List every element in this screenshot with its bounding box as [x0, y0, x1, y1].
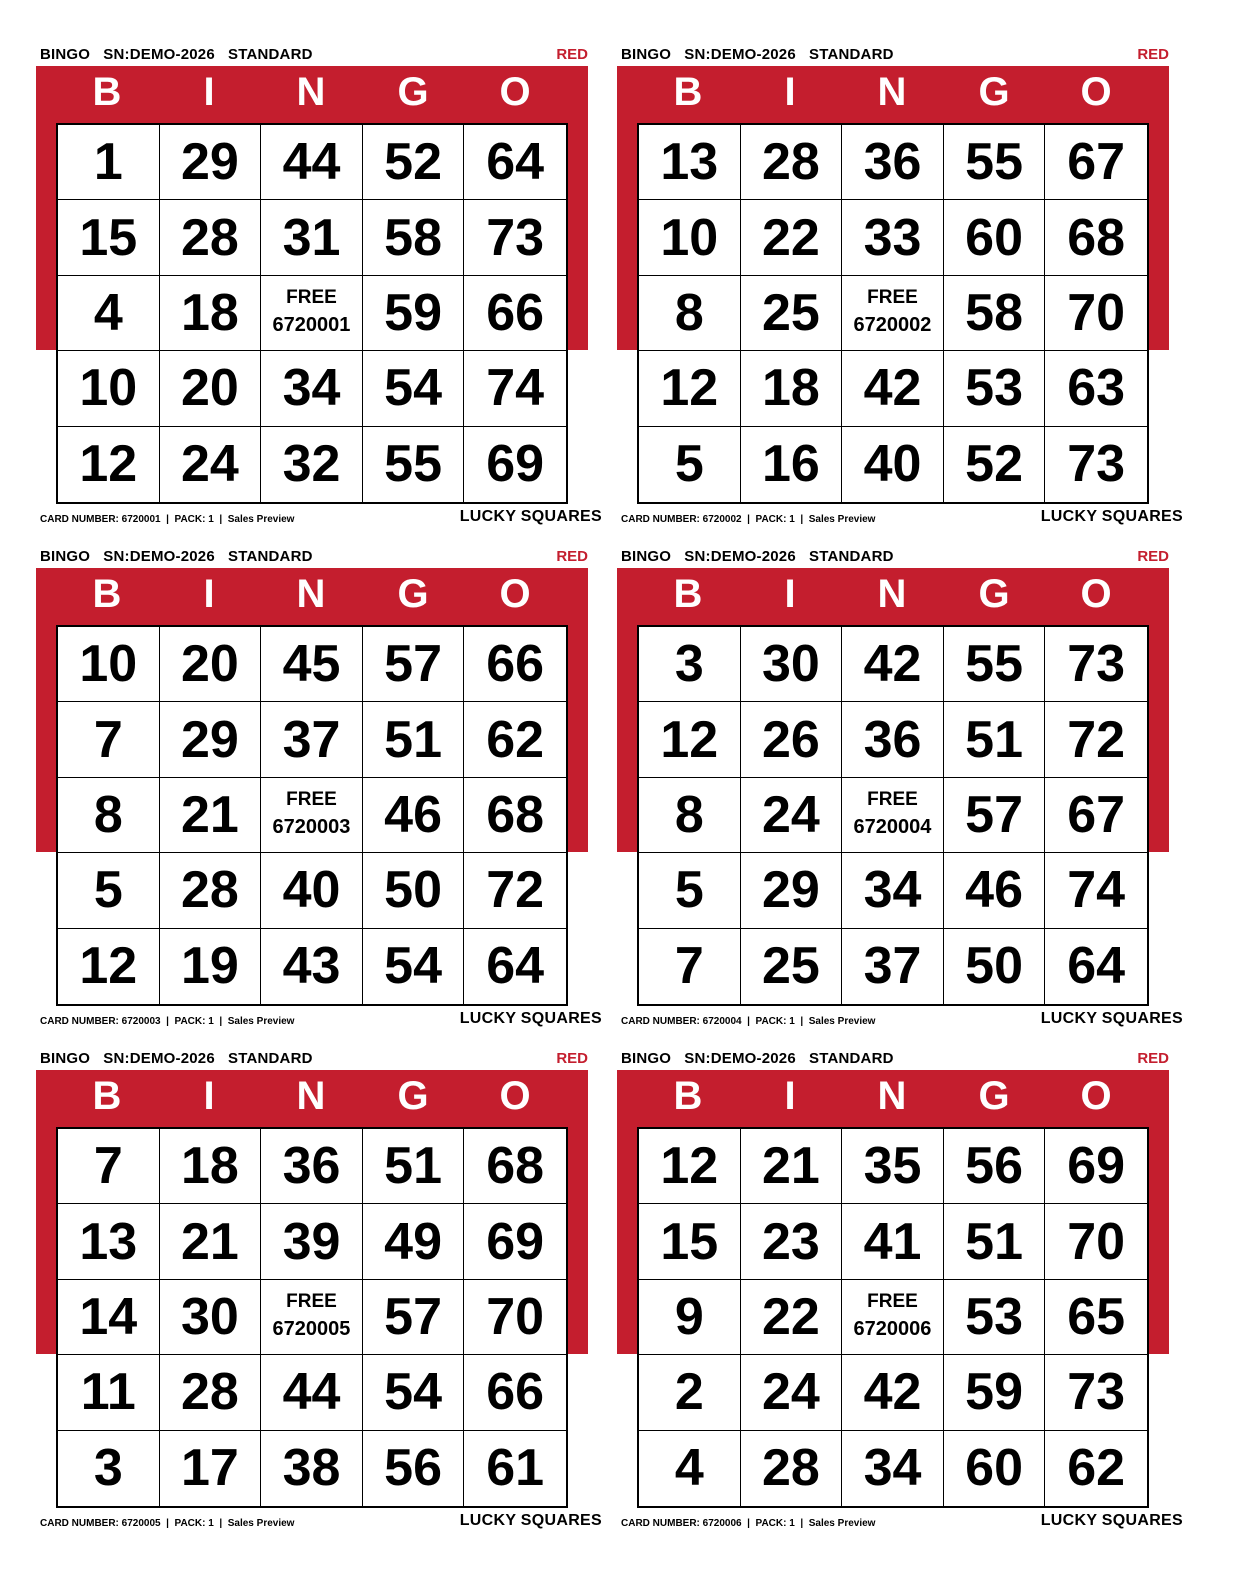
bingo-number-cell: 29	[160, 702, 262, 777]
bingo-number-cell: 26	[741, 702, 843, 777]
bingo-number-cell: 54	[363, 929, 465, 1004]
pack-label: PACK:	[174, 514, 206, 525]
bingo-number-cell: 25	[741, 276, 843, 351]
bingo-number-cell: 25	[741, 929, 843, 1004]
pack-value: 1	[208, 1016, 214, 1027]
column-letter: N	[296, 1074, 326, 1118]
column-letter: B	[673, 572, 703, 616]
preview-mode: Sales Preview	[808, 1016, 876, 1027]
bingo-number-cell: 39	[261, 1204, 363, 1279]
card-header-info	[621, 548, 894, 565]
bingo-number-cell: 59	[944, 1355, 1046, 1430]
serial-number: SN:DEMO-2026	[103, 46, 215, 63]
card-number-value: 6720006	[702, 1518, 742, 1529]
bingo-number-cell: 8	[58, 778, 160, 853]
game-name: BINGO	[621, 1050, 672, 1067]
column-letter: N	[296, 572, 326, 616]
bingo-number-cell: 56	[944, 1129, 1046, 1204]
bingo-number-cell: 57	[363, 627, 465, 702]
bingo-number-cell: 30	[741, 627, 843, 702]
bingo-number-cell: 61	[486, 1439, 545, 1498]
free-space	[842, 276, 944, 351]
bingo-number-cell: 37	[261, 702, 363, 777]
bingo-number-cell: 74	[1045, 853, 1147, 928]
bingo-number-cell: 30	[160, 1280, 262, 1355]
card-number-label: CARD NUMBER:	[40, 514, 119, 525]
bingo-number-cell: 12	[639, 351, 741, 426]
game-type: STANDARD	[809, 1050, 894, 1067]
bingo-card	[617, 538, 1207, 1038]
card-header	[40, 44, 588, 64]
column-letter: B	[92, 572, 122, 616]
card-number-label: CARD NUMBER:	[40, 1518, 119, 1529]
free-label: FREE	[867, 286, 918, 308]
column-letter: N	[296, 70, 326, 114]
bingo-number-cell: 14	[58, 1280, 160, 1355]
column-letter: O	[1080, 572, 1112, 616]
card-header	[40, 1048, 588, 1068]
preview-mode: Sales Preview	[227, 1016, 295, 1027]
card-header	[40, 546, 588, 566]
brand-name: LUCKY SQUARES	[1040, 1512, 1183, 1529]
card-footer	[40, 1512, 602, 1532]
bingo-number-cell: 4	[58, 276, 160, 351]
bingo-number-cell: 21	[160, 778, 262, 853]
card-header	[621, 1048, 1169, 1068]
bingo-number-cell: 29	[160, 125, 262, 200]
bingo-number-cell: 7	[58, 1129, 160, 1204]
column-letter: N	[877, 572, 907, 616]
bingo-number-cell: 8	[639, 276, 741, 351]
bingo-number-cell: 44	[261, 1355, 363, 1430]
card-footer	[621, 508, 1183, 528]
bingo-number-cell: 10	[639, 200, 741, 275]
bingo-number-cell: 34	[842, 853, 944, 928]
card-number-value: 6720001	[121, 514, 161, 525]
free-card-number: 6720005	[272, 1317, 351, 1340]
game-name: BINGO	[621, 548, 672, 565]
bingo-number-cell: 45	[261, 627, 363, 702]
bingo-grid	[637, 123, 1149, 504]
bingo-number-cell: 3	[639, 627, 741, 702]
column-letter: G	[978, 1074, 1010, 1118]
bingo-number-cell: 60	[944, 200, 1046, 275]
free-space	[261, 1280, 363, 1355]
pack-value: 1	[208, 514, 214, 525]
bingo-number-cell: 73	[1045, 1355, 1147, 1430]
card-number-label: CARD NUMBER:	[621, 1518, 700, 1529]
bingo-number-cell: 57	[944, 778, 1046, 853]
free-card-number: 6720001	[272, 313, 351, 336]
pack-value: 1	[789, 1518, 795, 1529]
bingo-number-cell: 36	[261, 1129, 363, 1204]
card-info-line: CARD NUMBER: 6720001 | PACK: 1 | Sales Preview	[40, 514, 295, 525]
bingo-number-cell: 52	[363, 125, 465, 200]
card-color-label: RED	[556, 548, 588, 565]
column-letter: B	[92, 1074, 122, 1118]
bingo-number-cell: 29	[741, 853, 843, 928]
free-space	[842, 778, 944, 853]
free-label: FREE	[867, 788, 918, 810]
column-letter: B	[673, 1074, 703, 1118]
column-letter: G	[397, 572, 429, 616]
column-letter: G	[397, 1074, 429, 1118]
bingo-number-cell: 28	[160, 1355, 262, 1430]
free-card-number: 6720004	[853, 815, 932, 838]
bingo-number-cell: 34	[842, 1431, 944, 1506]
bingo-number-cell: 54	[363, 351, 465, 426]
brand-name: LUCKY SQUARES	[459, 1010, 602, 1027]
pack-label: PACK:	[755, 514, 787, 525]
card-footer	[40, 508, 602, 528]
column-letter: O	[1080, 70, 1112, 114]
bingo-number-cell: 66	[464, 627, 566, 702]
game-type: STANDARD	[228, 46, 313, 63]
bingo-grid	[637, 625, 1149, 1006]
card-number-label: CARD NUMBER:	[40, 1016, 119, 1027]
bingo-number-cell: 73	[1067, 435, 1126, 494]
bingo-number-cell: 42	[842, 351, 944, 426]
brand-name: LUCKY SQUARES	[459, 1512, 602, 1529]
bingo-number-cell: 62	[464, 702, 566, 777]
bingo-number-cell: 5	[639, 853, 741, 928]
serial-number: SN:DEMO-2026	[684, 548, 796, 565]
bingo-number-cell: 28	[741, 125, 843, 200]
serial-number: SN:DEMO-2026	[684, 1050, 796, 1067]
card-info-line: CARD NUMBER: 6720006 | PACK: 1 | Sales Preview	[621, 1518, 876, 1529]
bingo-number-cell: 20	[160, 627, 262, 702]
card-info-line: CARD NUMBER: 6720004 | PACK: 1 | Sales Preview	[621, 1016, 876, 1027]
bingo-number-cell: 40	[261, 853, 363, 928]
bingo-number-cell: 13	[639, 125, 741, 200]
preview-mode: Sales Preview	[227, 514, 295, 525]
game-type: STANDARD	[228, 548, 313, 565]
bingo-number-cell: 16	[741, 427, 843, 502]
bingo-number-cell: 52	[944, 427, 1046, 502]
game-type: STANDARD	[809, 46, 894, 63]
bingo-number-cell: 38	[261, 1431, 363, 1506]
pack-value: 1	[208, 1518, 214, 1529]
brand-name: LUCKY SQUARES	[1040, 508, 1183, 525]
bingo-number-cell: 5	[58, 853, 160, 928]
bingo-number-cell: 4	[639, 1431, 741, 1506]
bingo-number-cell: 53	[944, 1280, 1046, 1355]
serial-number: SN:DEMO-2026	[684, 46, 796, 63]
bingo-letters-row	[56, 1070, 568, 1126]
bingo-number-cell: 69	[486, 435, 545, 494]
free-label: FREE	[286, 286, 337, 308]
bingo-number-cell: 57	[363, 1280, 465, 1355]
bingo-number-cell: 24	[160, 427, 262, 502]
pack-label: PACK:	[174, 1518, 206, 1529]
card-number-value: 6720002	[702, 514, 742, 525]
bingo-number-cell: 34	[261, 351, 363, 426]
bingo-number-cell: 24	[741, 1355, 843, 1430]
card-number-value: 6720003	[121, 1016, 161, 1027]
bingo-number-cell: 60	[944, 1431, 1046, 1506]
pack-value: 1	[789, 514, 795, 525]
card-footer	[621, 1512, 1183, 1532]
bingo-number-cell: 46	[944, 853, 1046, 928]
card-number-label: CARD NUMBER:	[621, 1016, 700, 1027]
bingo-number-cell: 68	[464, 778, 566, 853]
column-letter: B	[673, 70, 703, 114]
card-number-value: 6720005	[121, 1518, 161, 1529]
card-color-label: RED	[1137, 46, 1169, 63]
bingo-number-cell: 63	[1045, 351, 1147, 426]
column-letter: I	[784, 1074, 796, 1118]
bingo-number-cell: 17	[160, 1431, 262, 1506]
card-color-label: RED	[556, 46, 588, 63]
bingo-letters-row	[56, 568, 568, 624]
free-space	[261, 778, 363, 853]
column-letter: O	[499, 1074, 531, 1118]
free-space	[261, 276, 363, 351]
bingo-number-cell: 66	[464, 276, 566, 351]
bingo-number-cell: 73	[1045, 627, 1147, 702]
bingo-number-cell: 64	[464, 125, 566, 200]
free-label: FREE	[867, 1290, 918, 1312]
bingo-card	[617, 36, 1207, 536]
preview-mode: Sales Preview	[227, 1518, 295, 1529]
bingo-grid	[56, 123, 568, 504]
bingo-letters-row	[56, 66, 568, 122]
column-letter: I	[784, 70, 796, 114]
bingo-number-cell: 62	[1067, 1439, 1126, 1498]
bingo-number-cell: 44	[261, 125, 363, 200]
free-card-number: 6720002	[853, 313, 932, 336]
column-letter: N	[877, 1074, 907, 1118]
bingo-number-cell: 54	[363, 1355, 465, 1430]
bingo-number-cell: 7	[58, 702, 160, 777]
bingo-letters-row	[637, 568, 1149, 624]
bingo-number-cell: 15	[639, 1204, 741, 1279]
card-header	[621, 546, 1169, 566]
brand-name: LUCKY SQUARES	[459, 508, 602, 525]
column-letter: I	[203, 572, 215, 616]
bingo-number-cell: 12	[58, 427, 160, 502]
bingo-number-cell: 64	[486, 937, 545, 996]
bingo-number-cell: 50	[944, 929, 1046, 1004]
bingo-number-cell: 53	[944, 351, 1046, 426]
bingo-number-cell: 51	[944, 1204, 1046, 1279]
card-info-line: CARD NUMBER: 6720003 | PACK: 1 | Sales Preview	[40, 1016, 295, 1027]
bingo-card	[617, 1040, 1207, 1540]
bingo-number-cell: 7	[639, 929, 741, 1004]
bingo-number-cell: 72	[464, 853, 566, 928]
pack-label: PACK:	[755, 1016, 787, 1027]
bingo-number-cell: 50	[363, 853, 465, 928]
card-header-info	[40, 548, 313, 565]
bingo-number-cell: 32	[261, 427, 363, 502]
bingo-number-cell: 70	[1045, 276, 1147, 351]
game-name: BINGO	[621, 46, 672, 63]
free-label: FREE	[286, 1290, 337, 1312]
bingo-number-cell: 49	[363, 1204, 465, 1279]
column-letter: O	[499, 70, 531, 114]
serial-number: SN:DEMO-2026	[103, 548, 215, 565]
bingo-number-cell: 69	[1045, 1129, 1147, 1204]
bingo-number-cell: 70	[1045, 1204, 1147, 1279]
bingo-number-cell: 55	[363, 427, 465, 502]
card-header-info	[621, 1050, 894, 1067]
column-letter: I	[203, 1074, 215, 1118]
bingo-number-cell: 22	[741, 1280, 843, 1355]
game-name: BINGO	[40, 1050, 91, 1067]
bingo-number-cell: 33	[842, 200, 944, 275]
bingo-number-cell: 20	[160, 351, 262, 426]
bingo-letters-row	[637, 66, 1149, 122]
bingo-number-cell: 13	[58, 1204, 160, 1279]
bingo-number-cell: 10	[58, 351, 160, 426]
bingo-grid	[56, 1127, 568, 1508]
bingo-number-cell: 42	[842, 1355, 944, 1430]
column-letter: I	[784, 572, 796, 616]
bingo-number-cell: 15	[58, 200, 160, 275]
bingo-number-cell: 3	[58, 1431, 160, 1506]
preview-mode: Sales Preview	[808, 1518, 876, 1529]
bingo-number-cell: 67	[1045, 778, 1147, 853]
bingo-number-cell: 37	[842, 929, 944, 1004]
bingo-number-cell: 31	[261, 200, 363, 275]
bingo-number-cell: 28	[741, 1431, 843, 1506]
card-header-info	[40, 1050, 313, 1067]
card-header-info	[621, 46, 894, 63]
free-label: FREE	[286, 788, 337, 810]
bingo-number-cell: 18	[741, 351, 843, 426]
column-letter: O	[499, 572, 531, 616]
bingo-number-cell: 23	[741, 1204, 843, 1279]
bingo-number-cell: 10	[58, 627, 160, 702]
column-letter: G	[978, 572, 1010, 616]
bingo-number-cell: 19	[160, 929, 262, 1004]
bingo-number-cell: 51	[363, 702, 465, 777]
bingo-number-cell: 51	[944, 702, 1046, 777]
bingo-number-cell: 12	[639, 702, 741, 777]
bingo-number-cell: 41	[842, 1204, 944, 1279]
game-type: STANDARD	[809, 548, 894, 565]
bingo-number-cell: 56	[363, 1431, 465, 1506]
card-number-value: 6720004	[702, 1016, 742, 1027]
bingo-number-cell: 11	[58, 1355, 160, 1430]
bingo-number-cell: 12	[58, 929, 160, 1004]
bingo-card	[36, 538, 626, 1038]
bingo-number-cell: 68	[464, 1129, 566, 1204]
serial-number: SN:DEMO-2026	[103, 1050, 215, 1067]
column-letter: N	[877, 70, 907, 114]
preview-mode: Sales Preview	[808, 514, 876, 525]
card-color-label: RED	[1137, 548, 1169, 565]
card-footer	[40, 1010, 602, 1030]
card-info-line: CARD NUMBER: 6720002 | PACK: 1 | Sales Preview	[621, 514, 876, 525]
bingo-grid	[56, 625, 568, 1006]
bingo-number-cell: 21	[741, 1129, 843, 1204]
bingo-number-cell: 68	[1045, 200, 1147, 275]
column-letter: I	[203, 70, 215, 114]
card-info-line: CARD NUMBER: 6720005 | PACK: 1 | Sales Preview	[40, 1518, 295, 1529]
pack-label: PACK:	[174, 1016, 206, 1027]
bingo-number-cell: 66	[464, 1355, 566, 1430]
bingo-number-cell: 36	[842, 125, 944, 200]
column-letter: G	[397, 70, 429, 114]
free-space	[842, 1280, 944, 1355]
bingo-number-cell: 69	[464, 1204, 566, 1279]
card-header-info	[40, 46, 313, 63]
bingo-number-cell: 18	[160, 276, 262, 351]
bingo-number-cell: 46	[363, 778, 465, 853]
bingo-number-cell: 73	[464, 200, 566, 275]
card-header	[621, 44, 1169, 64]
bingo-card	[36, 1040, 626, 1540]
bingo-number-cell: 28	[160, 200, 262, 275]
bingo-number-cell: 12	[639, 1129, 741, 1204]
bingo-number-cell: 72	[1045, 702, 1147, 777]
bingo-number-cell: 40	[842, 427, 944, 502]
game-name: BINGO	[40, 548, 91, 565]
bingo-number-cell: 21	[160, 1204, 262, 1279]
bingo-number-cell: 42	[842, 627, 944, 702]
bingo-number-cell: 70	[464, 1280, 566, 1355]
bingo-number-cell: 8	[639, 778, 741, 853]
bingo-number-cell: 9	[639, 1280, 741, 1355]
bingo-number-cell: 43	[261, 929, 363, 1004]
bingo-number-cell: 24	[741, 778, 843, 853]
bingo-number-cell: 51	[363, 1129, 465, 1204]
card-color-label: RED	[1137, 1050, 1169, 1067]
bingo-number-cell: 55	[944, 125, 1046, 200]
free-card-number: 6720006	[853, 1317, 932, 1340]
bingo-number-cell: 2	[639, 1355, 741, 1430]
bingo-number-cell: 28	[160, 853, 262, 928]
game-name: BINGO	[40, 46, 91, 63]
bingo-card	[36, 36, 626, 536]
column-letter: O	[1080, 1074, 1112, 1118]
card-footer	[621, 1010, 1183, 1030]
bingo-number-cell: 74	[464, 351, 566, 426]
bingo-number-cell: 18	[160, 1129, 262, 1204]
pack-value: 1	[789, 1016, 795, 1027]
column-letter: G	[978, 70, 1010, 114]
card-color-label: RED	[556, 1050, 588, 1067]
card-number-label: CARD NUMBER:	[621, 514, 700, 525]
bingo-number-cell: 1	[58, 125, 160, 200]
bingo-grid	[637, 1127, 1149, 1508]
bingo-number-cell: 5	[639, 427, 741, 502]
bingo-number-cell: 67	[1045, 125, 1147, 200]
game-type: STANDARD	[228, 1050, 313, 1067]
bingo-number-cell: 35	[842, 1129, 944, 1204]
pack-label: PACK:	[755, 1518, 787, 1529]
bingo-number-cell: 58	[363, 200, 465, 275]
bingo-number-cell: 59	[363, 276, 465, 351]
brand-name: LUCKY SQUARES	[1040, 1010, 1183, 1027]
bingo-number-cell: 64	[1067, 937, 1126, 996]
bingo-letters-row	[637, 1070, 1149, 1126]
column-letter: B	[92, 70, 122, 114]
bingo-number-cell: 22	[741, 200, 843, 275]
bingo-number-cell: 65	[1045, 1280, 1147, 1355]
free-card-number: 6720003	[272, 815, 351, 838]
bingo-number-cell: 58	[944, 276, 1046, 351]
bingo-number-cell: 55	[944, 627, 1046, 702]
bingo-number-cell: 36	[842, 702, 944, 777]
